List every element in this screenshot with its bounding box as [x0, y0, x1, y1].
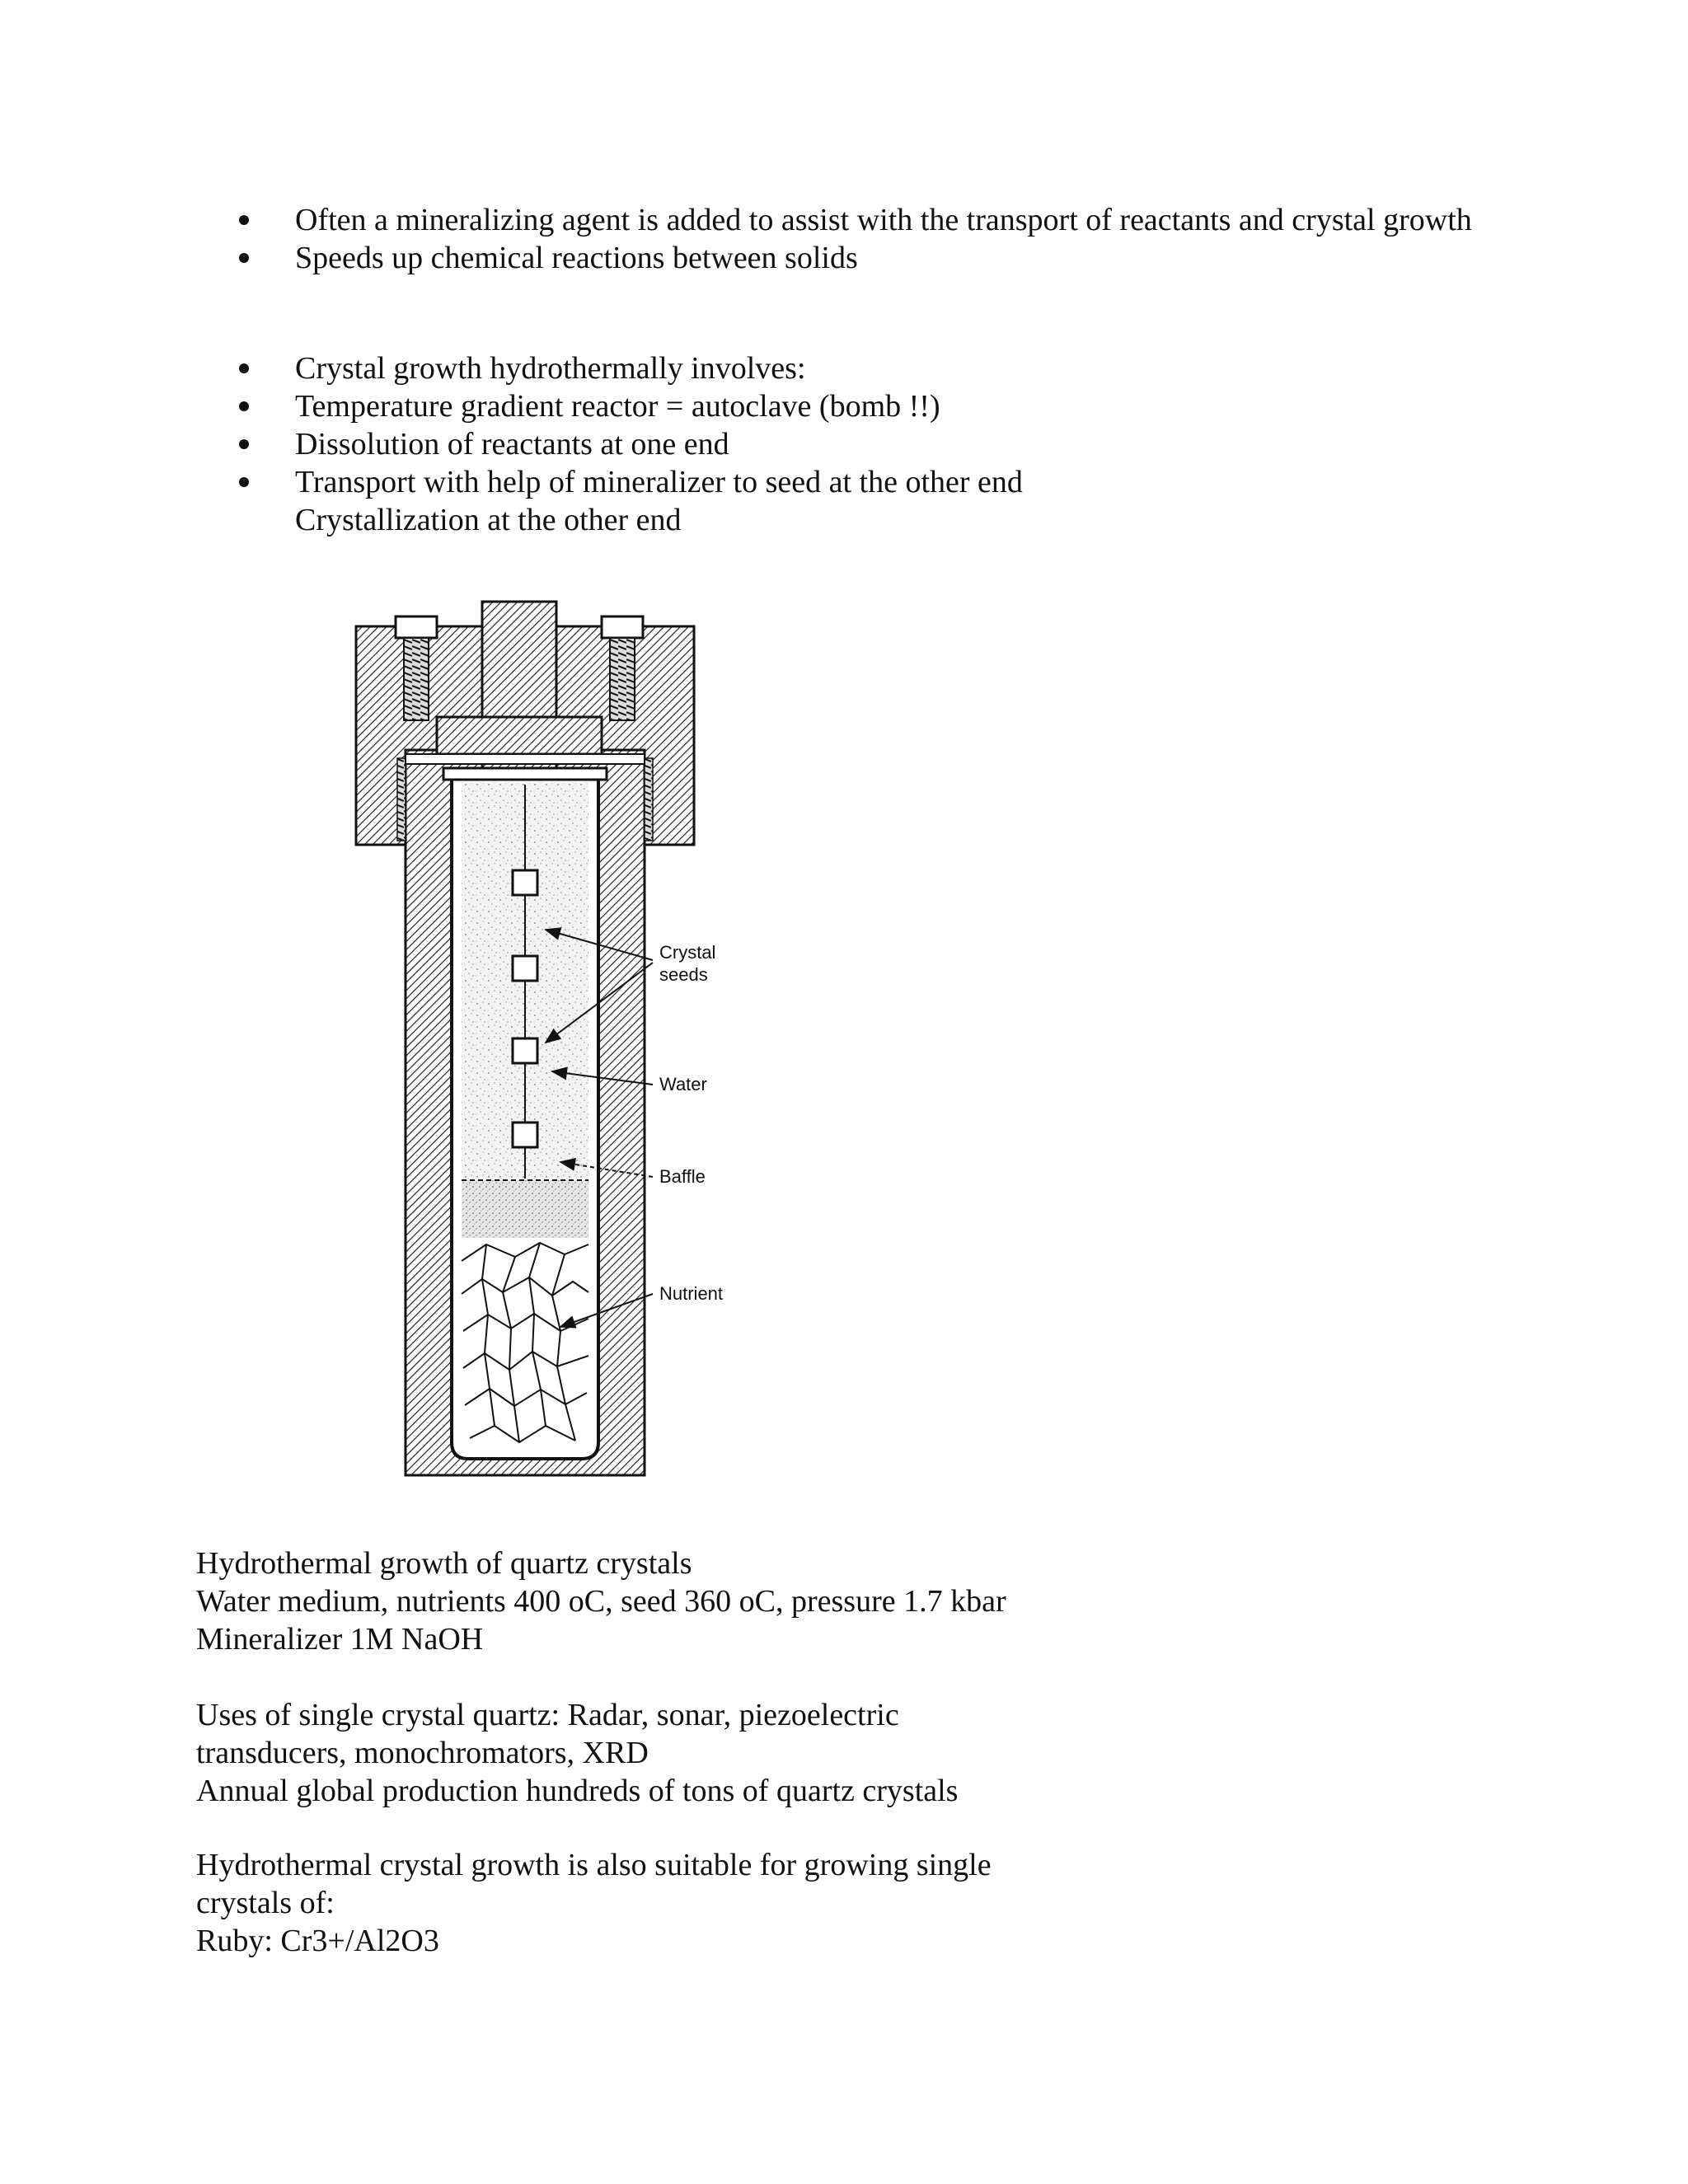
bullet-item	[239, 501, 1475, 539]
crystal-seed-icon	[513, 956, 537, 981]
caption-quartz-growth	[196, 1544, 1268, 1658]
bullet-dot-icon	[239, 253, 249, 263]
paragraph-line: Uses of single crystal quartz: Radar, sonar, piezoelectric	[196, 1698, 899, 1732]
bullet-text: Speeds up chemical reactions between solids	[295, 241, 858, 275]
bullet-list-process	[239, 349, 1475, 539]
caption-line: Water medium, nutrients 400 oC, seed 360 oC, pressure 1.7 kbar	[196, 1584, 1006, 1619]
caption-line: Hydrothermal growth of quartz crystals	[196, 1546, 692, 1581]
caption-line: Mineralizer 1M NaOH	[196, 1622, 484, 1657]
paragraph-line: Hydrothermal crystal growth is also suitable for growing single	[196, 1848, 992, 1882]
bullet-dot-icon	[239, 401, 249, 411]
bullet-text: Crystallization at the other end	[295, 503, 682, 537]
label-crystal-seeds-line1: Crystal	[659, 942, 716, 963]
bullet-text: Crystal growth hydrothermally involves:	[295, 351, 806, 386]
bullet-text: Transport with help of mineralizer to seed at the other end	[295, 465, 1023, 499]
baffle-region	[462, 1180, 588, 1238]
paragraph-line: transducers, monochromators, XRD	[196, 1736, 649, 1770]
label-baffle: Baffle	[659, 1166, 706, 1187]
bullet-list-intro	[239, 201, 1475, 277]
paragraph-line: Ruby: Cr3+/Al2O3	[196, 1924, 439, 1958]
paragraph-line: crystals of:	[196, 1886, 335, 1920]
paragraph-quartz-uses	[196, 1696, 1268, 1810]
bullet-dot-icon	[239, 477, 249, 487]
bullet-item	[239, 349, 1475, 387]
crystal-seed-icon	[513, 1122, 537, 1147]
bullet-item	[239, 387, 1475, 425]
bullet-text: Often a mineralizing agent is added to assist with the transport of reactants and crystal growth	[295, 203, 1472, 237]
label-nutrient: Nutrient	[659, 1283, 724, 1304]
bullet-text: Dissolution of reactants at one end	[295, 427, 729, 462]
paragraph-line: Annual global production hundreds of tons of quartz crystals	[196, 1774, 959, 1808]
bullet-text: Temperature gradient reactor = autoclave (bomb !!)	[295, 389, 940, 424]
crystal-seed-icon	[513, 870, 537, 895]
bullet-item	[239, 463, 1475, 501]
inner-liner	[443, 768, 607, 1459]
bullet-dot-icon	[239, 215, 249, 225]
seal-gasket	[406, 754, 645, 764]
label-water: Water	[659, 1074, 707, 1094]
autoclave-diagram	[313, 585, 808, 1508]
bullet-dot-icon	[239, 363, 249, 373]
bullet-dot-icon	[239, 439, 249, 449]
bullet-item	[239, 239, 1475, 277]
label-crystal-seeds-line2: seeds	[659, 964, 708, 985]
bullet-item	[239, 201, 1475, 239]
bullet-item	[239, 425, 1475, 463]
crystal-seed-icon	[513, 1038, 537, 1063]
paragraph-other-crystals	[196, 1846, 1268, 1960]
